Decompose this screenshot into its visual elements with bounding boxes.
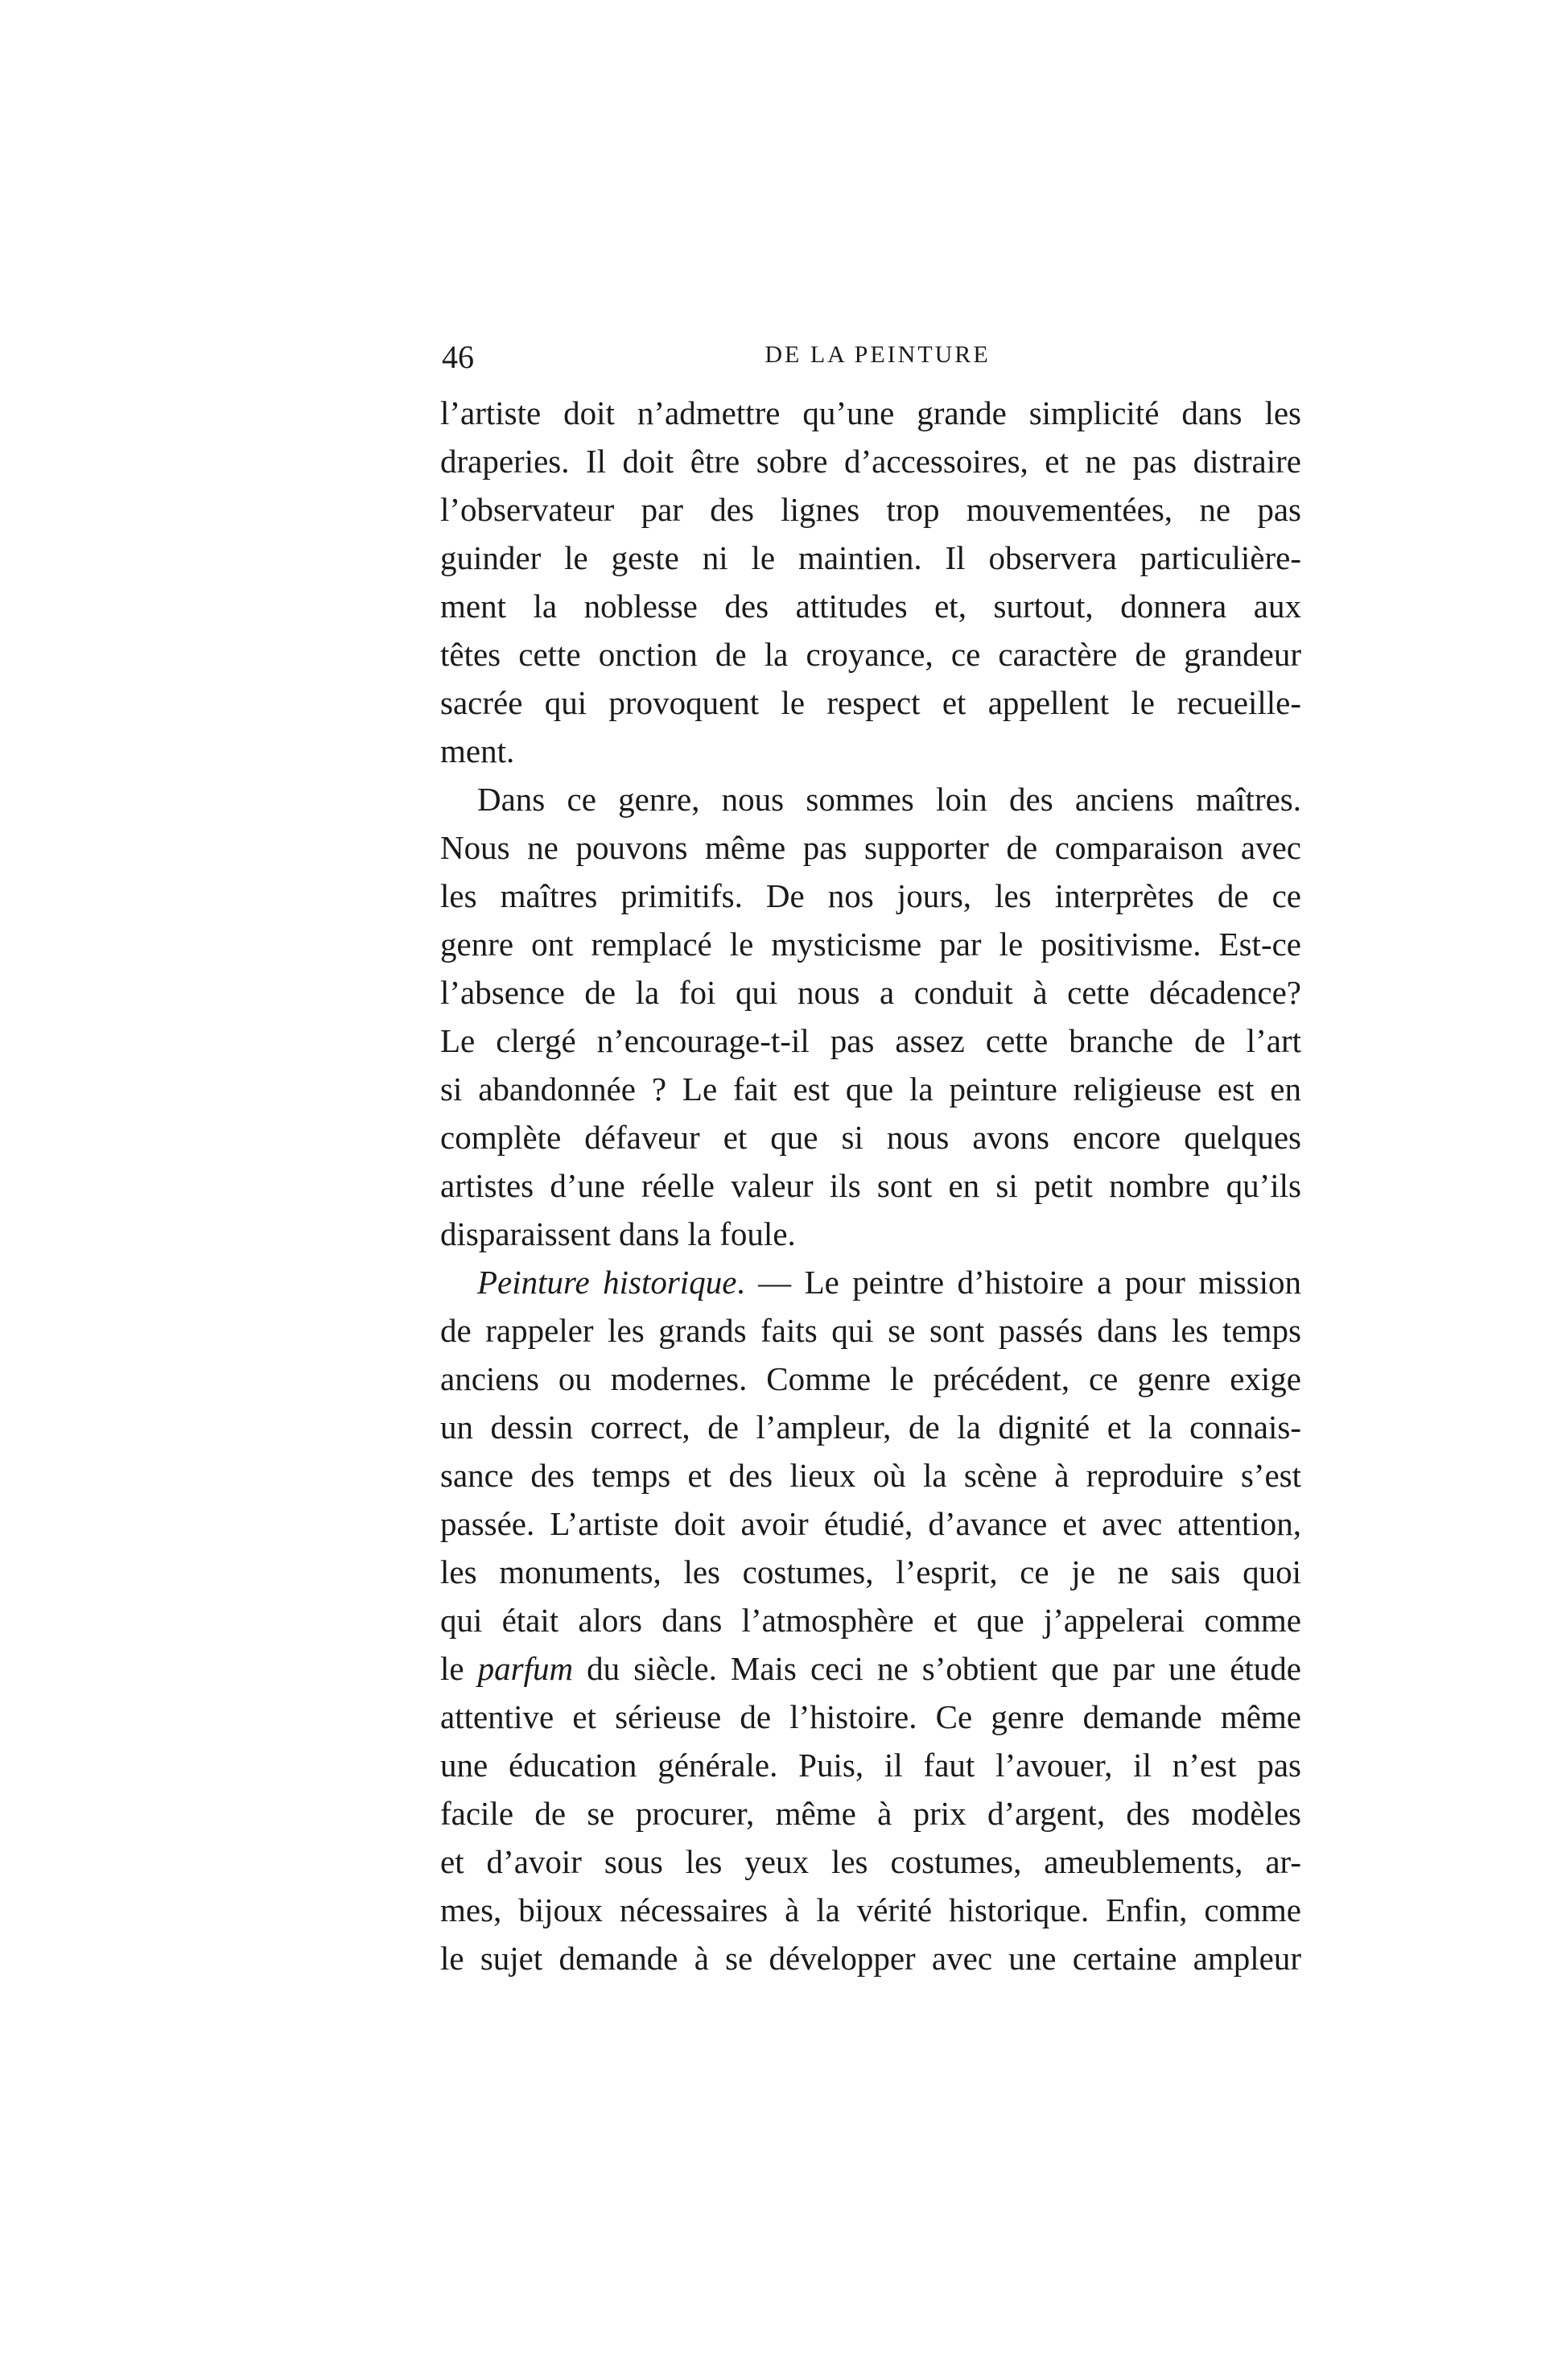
text-line (440, 485, 1301, 534)
text-segment: une éducation générale. Puis, il faut l’avouer, il n’est pas (440, 1747, 1301, 1784)
text-line (440, 1693, 1301, 1741)
text-segment: Le clergé n’encourage-t-il pas assez cette branche de l’art (440, 1022, 1301, 1059)
text-segment: disparaissent dans la foule. (440, 1215, 796, 1252)
text-line (440, 872, 1301, 920)
text-line (440, 1161, 1301, 1210)
text-segment: un dessin correct, de l’ampleur, de la dignité et la connais- (440, 1409, 1301, 1446)
text-segment: genre ont remplacé le mysticisme par le positivisme. Est-ce (440, 926, 1301, 963)
text-segment: draperies. Il doit être sobre d’accessoires, et ne pas distraire (440, 443, 1301, 480)
text-segment: et d’avoir sous les yeux les costumes, ameublements, ar- (440, 1843, 1301, 1880)
text-line (440, 1838, 1301, 1886)
text-segment: le (440, 1650, 478, 1687)
text-segment: si abandonnée ? Le fait est que la peinture religieuse est en (440, 1070, 1301, 1108)
text-segment: facile de se procurer, même à prix d’argent, des modèles (440, 1795, 1301, 1832)
text-line (440, 1113, 1301, 1161)
text-line (440, 1644, 1301, 1693)
italic-term: parfum (477, 1650, 574, 1687)
text-segment: complète défaveur et que si nous avons encore quelques (440, 1119, 1301, 1156)
body-text (440, 389, 1301, 1982)
text-line (440, 1499, 1301, 1548)
text-segment: le sujet demande à se développer avec une certaine ampleur (440, 1940, 1301, 1977)
text-line (440, 775, 1301, 823)
text-line (440, 437, 1301, 485)
text-line (440, 1403, 1301, 1451)
text-segment: sance des temps et des lieux où la scène à reproduire s’est (440, 1457, 1301, 1494)
text-line (440, 1789, 1301, 1838)
text-line (440, 1741, 1301, 1789)
text-segment: Nous ne pouvons même pas supporter de comparaison avec (440, 829, 1301, 866)
text-segment: têtes cette onction de la croyance, ce caractère de grandeur (440, 636, 1301, 673)
text-segment: qui était alors dans l’atmosphère et que j’appelerai comme (440, 1602, 1301, 1639)
text-segment: guinder le geste ni le maintien. Il observera particulière- (440, 539, 1301, 576)
text-line (440, 1306, 1301, 1355)
text-segment: artistes d’une réelle valeur ils sont en si petit nombre qu’ils (440, 1167, 1301, 1204)
text-line (440, 389, 1301, 437)
text-line (440, 679, 1301, 727)
text-line (440, 1548, 1301, 1596)
text-segment: passée. L’artiste doit avoir étudié, d’avance et avec attention, (440, 1505, 1301, 1542)
text-line (440, 920, 1301, 968)
text-segment: ment la noblesse des attitudes et, surtout, donnera aux (440, 588, 1301, 625)
running-title: DE LA PEINTURE (765, 341, 991, 368)
text-segment: les monuments, les costumes, l’esprit, ce je ne sais quoi (440, 1553, 1301, 1590)
text-line (440, 1210, 1301, 1258)
italic-term: Peinture historique (477, 1264, 737, 1301)
text-segment: les maîtres primitifs. De nos jours, les interprètes de ce (440, 877, 1301, 914)
text-segment: mes, bijoux nécessaires à la vérité historique. Enfin, comme (440, 1891, 1301, 1928)
text-line (440, 1886, 1301, 1934)
text-line (440, 534, 1301, 582)
page-number: 46 (442, 339, 474, 375)
text-line (440, 630, 1301, 679)
text-segment: l’observateur par des lignes trop mouvementées, ne pas (440, 491, 1301, 528)
text-line (440, 1065, 1301, 1113)
text-segment: . — Le peintre d’histoire a pour mission (736, 1264, 1301, 1301)
text-segment: du siècle. Mais ceci ne s’obtient que par une étude (573, 1650, 1301, 1687)
text-line (440, 1596, 1301, 1644)
text-line (440, 1355, 1301, 1403)
text-line (440, 1258, 1301, 1306)
text-segment: Dans ce genre, nous sommes loin des anciens maîtres. (477, 781, 1301, 818)
text-segment: anciens ou modernes. Comme le précédent, ce genre exige (440, 1360, 1301, 1397)
text-segment: l’artiste doit n’admettre qu’une grande simplicité dans les (440, 394, 1301, 431)
text-segment: sacrée qui provoquent le respect et appellent le recueille- (440, 684, 1301, 721)
text-segment: ment. (440, 732, 515, 769)
text-line (440, 727, 1301, 775)
text-line (440, 823, 1301, 872)
text-line (440, 1934, 1301, 1982)
text-segment: attentive et sérieuse de l’histoire. Ce genre demande même (440, 1698, 1301, 1735)
text-line (440, 1451, 1301, 1499)
text-line (440, 968, 1301, 1017)
text-line (440, 1017, 1301, 1065)
text-segment: l’absence de la foi qui nous a conduit à cette décadence? (440, 974, 1301, 1011)
text-segment: de rappeler les grands faits qui se sont passés dans les temps (440, 1312, 1301, 1349)
text-line (440, 582, 1301, 630)
